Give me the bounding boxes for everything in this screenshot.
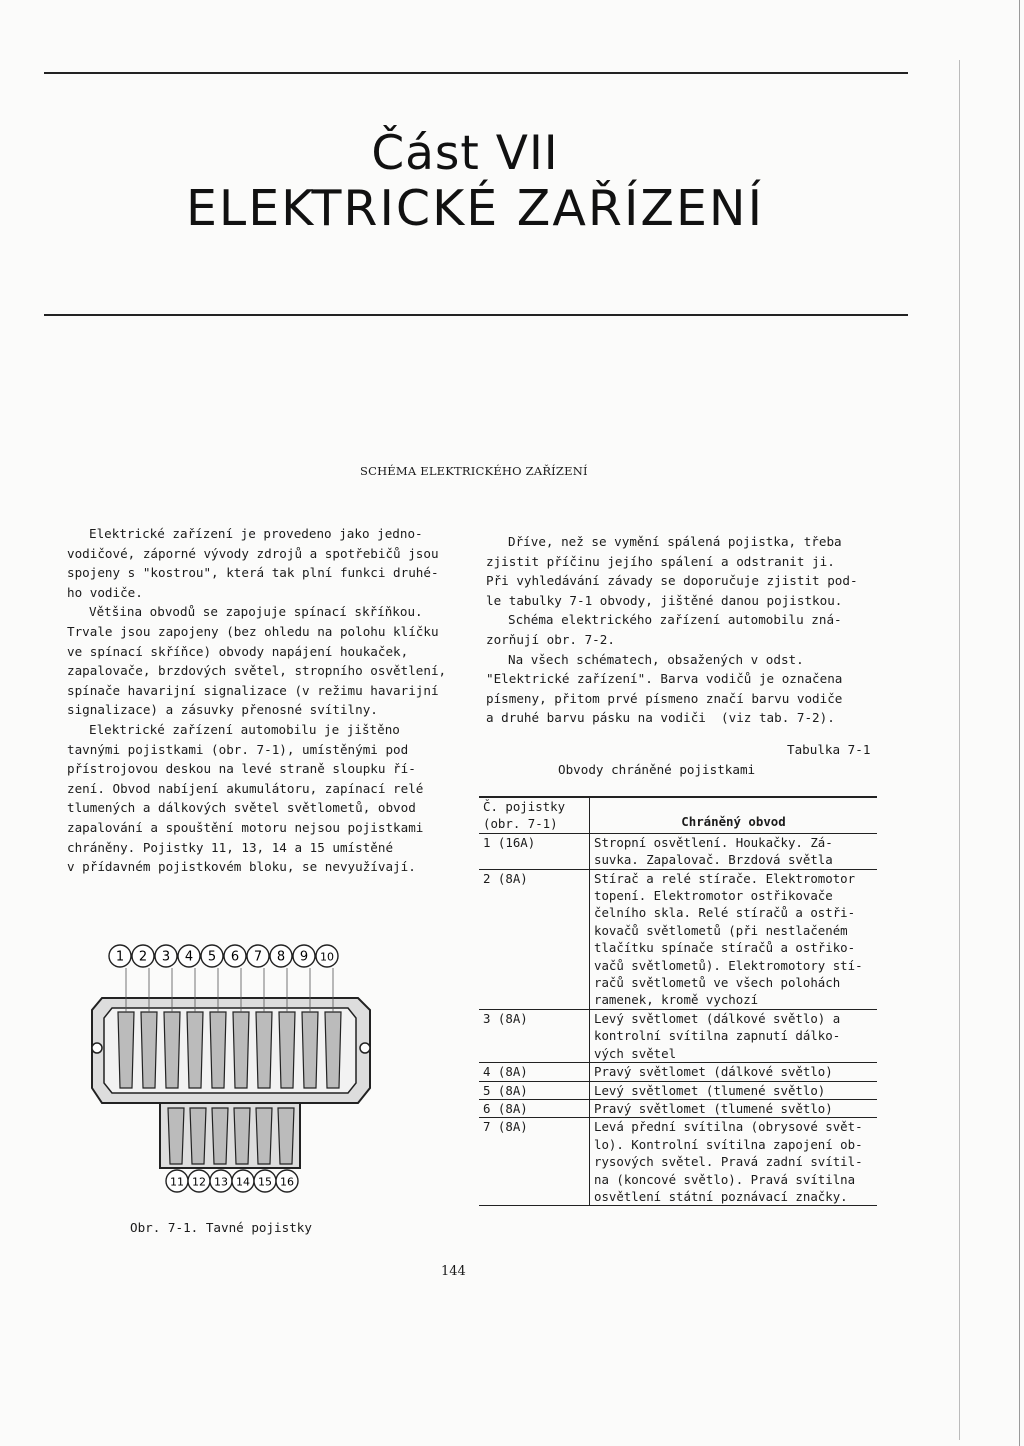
fuse-number-label [109, 945, 131, 967]
svg-text:1: 1 [115, 949, 125, 965]
text-line: Dříve, než se vymění spálená pojistka, třeba [508, 534, 842, 549]
text-line: ve spínací skříňce) obvody napájení houkaček, [67, 643, 409, 659]
paragraph [67, 720, 427, 877]
circuit-line: kovačů světlometů (při nestlačeném [594, 922, 848, 938]
fuse-table [479, 796, 877, 1206]
text-line: ho vodiče. [67, 584, 143, 600]
text-line: vodičové, záporné vývody zdrojů a spotřebičů jsou [67, 545, 439, 561]
fuse-slot [168, 1108, 184, 1164]
fuse-number-label [188, 1170, 210, 1192]
circuit-line: lo). Kontrolní svítilna zapojení ob- [594, 1136, 863, 1152]
svg-text:10: 10 [320, 950, 334, 964]
text-line: a druhé barvu pásku na vodiči (viz tab. 7-2). [486, 710, 835, 726]
table-row [479, 1009, 877, 1062]
fuse-slot [302, 1012, 318, 1088]
fuse-slot [256, 1108, 272, 1164]
text-line: Při vyhledávání závady se doporučuje zjistit pod- [486, 573, 858, 589]
circuit-line: kontrolní svítilna zapnutí dálko- [594, 1028, 841, 1044]
circuit-cell [590, 869, 878, 1009]
fuse-number-cell: 2 (8A) [479, 869, 590, 1009]
fuse-number-label [276, 1170, 298, 1192]
circuit-line: tlačítku spínače stíračů a ostřiko- [594, 940, 856, 956]
text-line: tavnými pojistkami (obr. 7-1), umístěnými pod [67, 741, 409, 757]
fuse-number-cell: 4 (8A) [479, 1063, 590, 1081]
circuit-cell [590, 1063, 878, 1081]
circuit-line: na (koncové světlo). Pravá svítilna [594, 1171, 856, 1187]
text-line: chráněny. Pojistky 11, 13, 14 a 15 umístěné [67, 839, 394, 855]
table-label: Tabulka 7-1 [787, 742, 871, 757]
svg-text:4: 4 [184, 949, 194, 965]
text-line: zjistit příčinu jejího spálení a odstranit ji. [486, 553, 835, 569]
paragraph [67, 602, 447, 720]
table-header-row [479, 797, 877, 833]
paragraph [486, 650, 886, 728]
fuse-slot [212, 1108, 228, 1164]
circuit-cell [590, 1009, 878, 1062]
table-row [479, 1081, 877, 1099]
fuse-slot [210, 1012, 226, 1088]
table-row [479, 1063, 877, 1081]
text-line: zení. Obvod nabíjení akumulátoru, zapínací relé [67, 780, 424, 796]
text-line: přístrojovou deskou na levé straně sloupku ří- [67, 761, 416, 777]
text-line: tlumených a dálkových světel světlometů, obvod [67, 800, 416, 816]
part-title: ELEKTRICKÉ ZAŘÍZENÍ [185, 180, 765, 237]
left-column [67, 524, 447, 877]
right-column [486, 532, 886, 728]
circuit-line: rysových světel. Pravá zadní svítil- [594, 1154, 863, 1170]
svg-text:8: 8 [276, 949, 286, 965]
svg-text:14: 14 [236, 1175, 250, 1189]
circuit-line: vých světel [594, 1045, 677, 1061]
text-line: Většina obvodů se zapojuje spínací skříňkou. [89, 604, 423, 620]
circuit-line: Stropní osvětlení. Houkačky. Zá- [594, 834, 833, 850]
text-line: Schéma elektrického zařízení automobilu zná- [508, 612, 842, 628]
svg-text:15: 15 [258, 1175, 272, 1189]
svg-text:2: 2 [138, 949, 148, 965]
table-row [479, 833, 877, 869]
fuse-slot [118, 1012, 134, 1088]
svg-text:11: 11 [170, 1175, 184, 1189]
svg-text:3: 3 [161, 949, 171, 965]
fuse-number-label [232, 1170, 254, 1192]
circuit-line: Stírač a relé stírače. Elektromotor [594, 870, 856, 886]
fuse-slot [164, 1012, 180, 1088]
fuse-number-label [210, 1170, 232, 1192]
text-line: Trvale jsou zapojeny (bez ohledu na polohu klíčku [67, 623, 439, 639]
section-heading: SCHÉMA ELEKTRICKÉHO ZAŘÍZENÍ [360, 464, 588, 478]
fuse-number-label [254, 1170, 276, 1192]
fuse-number-cell: 3 (8A) [479, 1009, 590, 1062]
text-line: písmeny, přitom prvé písmeno značí barvu vodiče [486, 690, 843, 706]
page-number: 144 [441, 1264, 466, 1279]
fuse-number-cell: 6 (8A) [479, 1099, 590, 1117]
fuse-number-label [166, 1170, 188, 1192]
fuse-block-figure [90, 938, 390, 1193]
paragraph [486, 610, 886, 649]
fuse-slot [325, 1012, 341, 1088]
circuit-line: Pravý světlomet (dálkové světlo) [594, 1064, 833, 1080]
fuse-number-cell: 7 (8A) [479, 1118, 590, 1206]
circuit-cell [590, 1099, 878, 1117]
circuit-cell [590, 833, 878, 869]
text-line: zorňují obr. 7-2. [486, 631, 615, 647]
fuse-block-drawing [90, 938, 390, 1193]
paragraph [67, 524, 439, 602]
circuit-line: topení. Elektromotor ostřikovače [594, 888, 833, 904]
svg-text:12: 12 [192, 1175, 206, 1189]
circuit-line: Levá přední svítilna (obrysové svět- [594, 1119, 863, 1135]
svg-text:16: 16 [280, 1175, 294, 1189]
fuse-number-label [132, 945, 154, 967]
table-row [479, 1099, 877, 1117]
text-line: Elektrické zařízení automobilu je jištěno [89, 721, 400, 737]
circuit-line: osvětlení státní poznávací značky. [594, 1188, 848, 1204]
text-line: v přídavném pojistkovém bloku, se nevyužívají. [67, 859, 416, 875]
table-header-circuit: Chráněný obvod [590, 797, 878, 833]
fuse-slot [141, 1012, 157, 1088]
fuse-number-label [270, 945, 292, 967]
text-line: Elektrické zařízení je provedeno jako jedno- [89, 526, 423, 541]
fuse-number-label [155, 945, 177, 967]
text-line: zapalování a spouštění motoru nejsou pojistkami [67, 819, 424, 835]
text-line: spojeny s "kostrou", která tak plní funkci druhé- [67, 565, 439, 581]
fuse-number-label [201, 945, 223, 967]
text-line: signalizace) a zásuvky přenosné svítilny. [67, 702, 378, 718]
fuse-slot [256, 1012, 272, 1088]
svg-text:6: 6 [230, 949, 240, 965]
circuit-line: račů světlometů ve všech polohách [594, 975, 841, 991]
svg-text:9: 9 [299, 949, 309, 965]
scan-edge-line [959, 60, 960, 1440]
top-rule [44, 72, 908, 74]
fuse-slot [187, 1012, 203, 1088]
table-row [479, 1118, 877, 1206]
fuse-number-label [178, 945, 200, 967]
figure-caption: Obr. 7-1. Tavné pojistky [130, 1220, 312, 1235]
svg-text:5: 5 [207, 949, 217, 965]
fuse-number-label [247, 945, 269, 967]
circuit-cell [590, 1118, 878, 1206]
text-line: le tabulky 7-1 obvody, jištěné danou pojistkou. [486, 592, 843, 608]
circuit-line: vačů světlometů). Elektromotory stí- [594, 957, 863, 973]
title-bottom-rule [44, 314, 908, 316]
circuit-line: Levý světlomet (tlumené světlo) [594, 1082, 826, 1098]
text-line: spínače havarijní signalizace (v režimu havarijní [67, 682, 439, 698]
scan-edge-line [1019, 0, 1020, 1446]
fuse-slot [234, 1108, 250, 1164]
fuse-number-cell: 5 (8A) [479, 1081, 590, 1099]
text-line: "Elektrické zařízení". Barva vodičů je označena [486, 671, 843, 687]
svg-text:7: 7 [253, 949, 263, 965]
table-row [479, 869, 877, 1009]
circuit-line: čelního skla. Relé stíračů a ostři- [594, 905, 856, 921]
text-line: Na všech schématech, obsažených v odst. [508, 651, 804, 667]
fuse-slot [233, 1012, 249, 1088]
svg-text:13: 13 [214, 1175, 228, 1189]
fuse-slot [278, 1108, 294, 1164]
table-header-fuse: Č. pojistky (obr. 7-1) [479, 797, 590, 833]
fuse-number-label [224, 945, 246, 967]
circuit-line: suvka. Zapalovač. Brzdová světla [594, 852, 833, 868]
circuit-line: Pravý světlomet (tlumené světlo) [594, 1100, 833, 1116]
table-caption: Obvody chráněné pojistkami [558, 762, 756, 777]
fuse-number-label [316, 945, 338, 967]
part-number: Část VII [371, 126, 559, 181]
circuit-cell [590, 1081, 878, 1099]
paragraph [486, 532, 886, 610]
circuit-line: Levý světlomet (dálkové světlo) a [594, 1010, 841, 1026]
circuit-line: ramenek, kromě vychozí [594, 992, 759, 1008]
fuse-slot [279, 1012, 295, 1088]
fuse-slot [190, 1108, 206, 1164]
fuse-number-label [293, 945, 315, 967]
fuse-number-cell: 1 (16A) [479, 833, 590, 869]
text-line: zapalovače, brzdových světel, stropního osvětlení, [67, 663, 447, 679]
